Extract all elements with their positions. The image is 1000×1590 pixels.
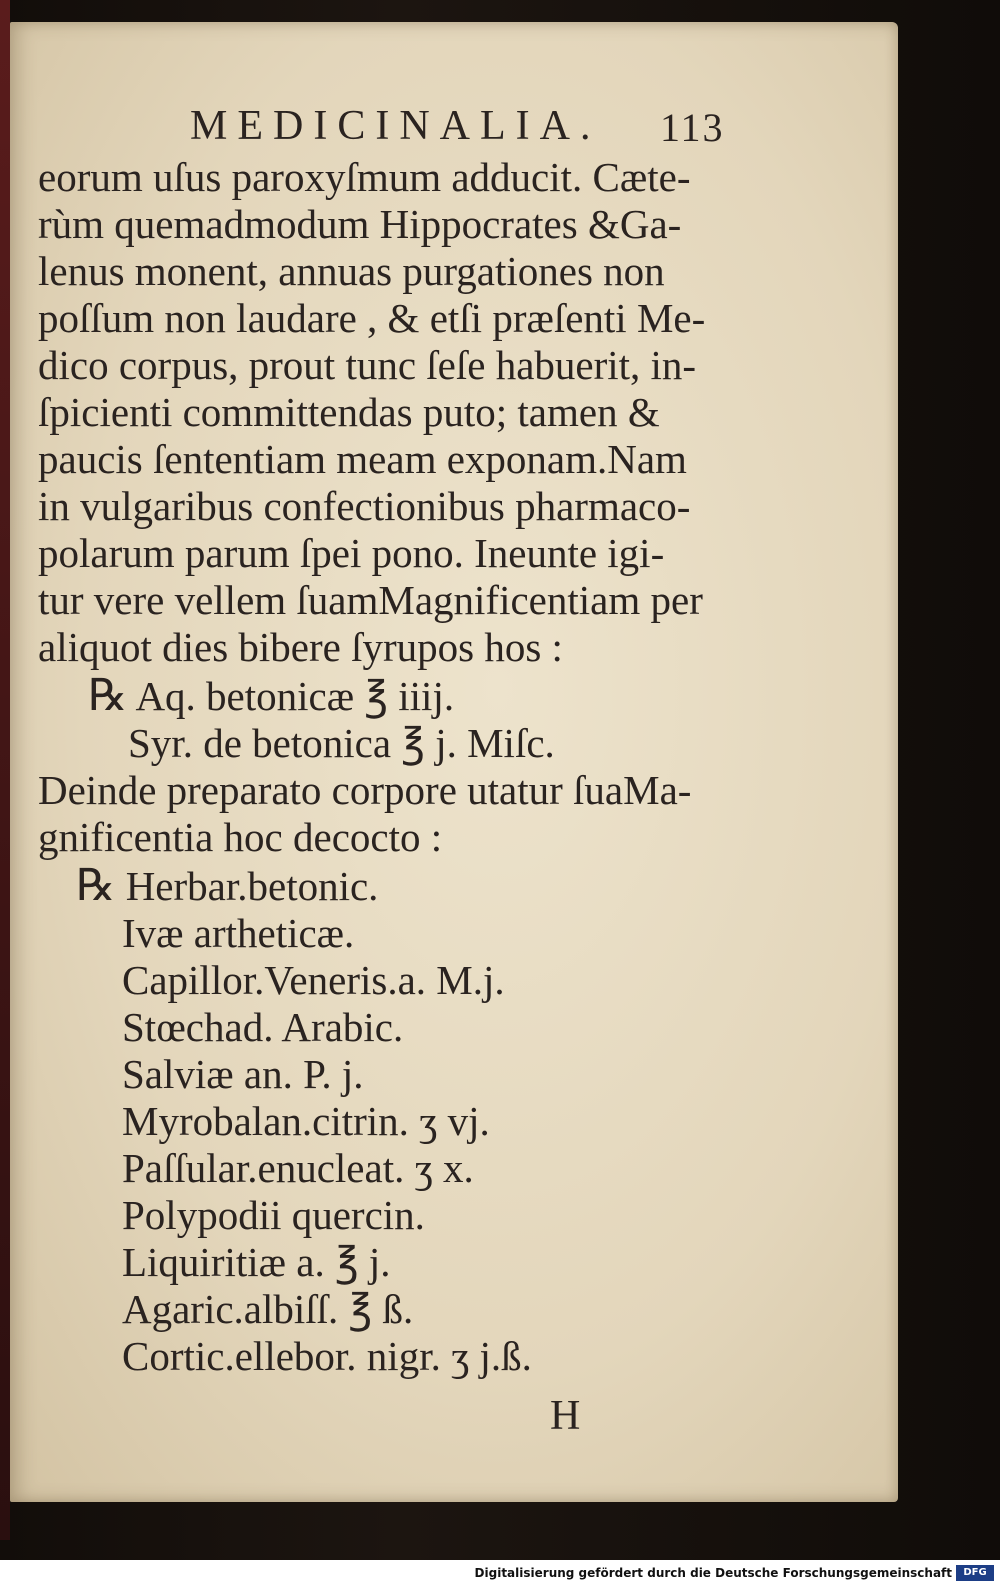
recipe-line: Myrobalan.citrin. ʒ vj. (122, 1098, 490, 1144)
recipe-line: Salviæ an. P. j. (122, 1051, 364, 1097)
recipe-symbol: ℞ (76, 861, 116, 910)
body-line: dico corpus, prout tunc ſeſe habuerit, in- (38, 342, 697, 388)
body-line: Deinde preparato corpore utatur ſuaMa- (38, 767, 692, 813)
recipe-line: Paſſular.enucleat. ʒ x. (122, 1145, 474, 1191)
recipe-line: Agaric.albiſſ. ℥ ß. (122, 1286, 414, 1332)
catchword: H (550, 1393, 581, 1439)
body-line: paucis ſententiam meam exponam.Nam (38, 436, 687, 482)
body-line: aliquot dies bibere ſyrupos hos : (38, 624, 563, 670)
book-spine-edge (0, 0, 10, 1540)
body-line: eorum uſus paroxyſmum adducit. Cæte- (38, 154, 691, 200)
body-line: in vulgaribus confectionibus pharmaco- (38, 483, 691, 529)
body-line: polarum parum ſpei pono. Ineunte igi- (38, 530, 665, 576)
body-line: rùm quemadmodum Hippocrates &Ga- (38, 201, 682, 247)
recipe-line: Syr. de betonica ℥ j. Miſc. (128, 720, 555, 766)
recipe-text: Aq. betonicæ ℥ iiij. (135, 673, 455, 719)
recipe-text: Herbar.betonic. (125, 863, 379, 909)
recipe-line (88, 673, 454, 719)
body-line: poſſum non laudare , & etſi præſenti Me- (38, 295, 706, 341)
body-line: gnificentia hoc decocto : (38, 814, 443, 860)
body-line: lenus monent, annuas purgationes non (38, 248, 665, 294)
recipe-line: Liquiritiæ a. ℥ j. (122, 1239, 391, 1285)
recipe-symbol: ℞ (88, 671, 128, 720)
page-number: 113 (660, 105, 725, 150)
recipe-line: Stœchad. Arabic. (122, 1004, 404, 1050)
recipe-line (76, 863, 378, 909)
recipe-line: Ivæ artheticæ. (122, 910, 355, 956)
dfg-logo: DFG (956, 1565, 994, 1581)
recipe-line: Cortic.ellebor. nigr. ʒ j.ß. (122, 1333, 532, 1379)
body-line: ſpicienti committendas puto; tamen & (38, 389, 660, 435)
digitization-footer (0, 1560, 1000, 1590)
body-line: tur vere vellem ſuamMagnificentiam per (38, 577, 703, 623)
running-head: MEDICINALIA. (190, 103, 601, 149)
recipe-line: Capillor.Veneris.a. M.j. (122, 957, 505, 1003)
recipe-line: Polypodii quercin. (122, 1192, 425, 1238)
book-page (10, 22, 898, 1502)
funding-credit: Digitalisierung gefördert durch die Deutsche Forschungsgemeinschaft (474, 1566, 952, 1580)
